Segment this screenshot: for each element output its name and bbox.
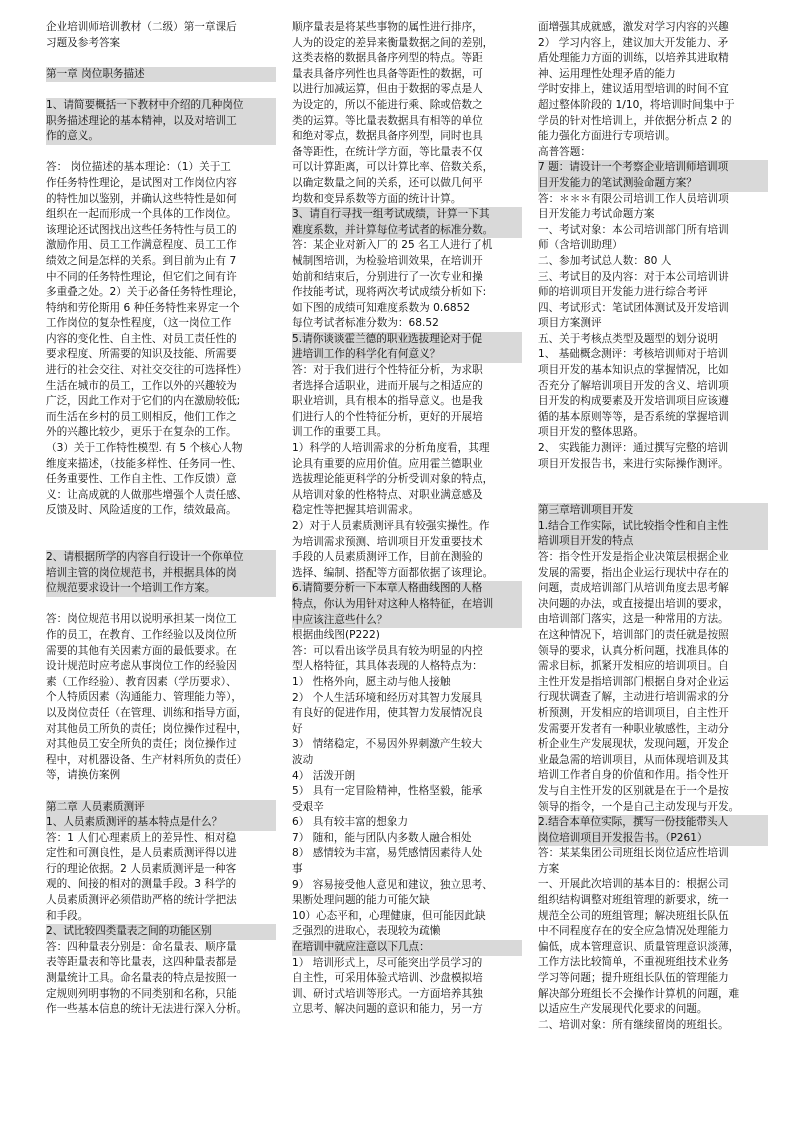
answer-paragraph: 企业培训师培训教材（二级）第一章课后 习题及参考答案 — [46, 21, 237, 49]
answer-paragraph: 答：对于我们进行个性特征分析，为求职 者选择合适职业，进而开展与之相适应的 职业培训，具有根本的指导意义。也是我 们进行人的个性特征分析，更好的开展培 训工作的重要工具。 1）科学的人培训需求的分析角度看，其理 论具有重要的应用价值。应用霍兰德职业 选拔理论能更科学的分析受训对象的特点， 从培训对象的性格特点、对职业满意感及 稳定性等把握其培训需求。 2）对于人员素质测评具有较强实操性。作 为培训需求预测、培训项目开发重要技术 手段的人员素质测评工作，目前在测验的 选择、编制、搭配等方面都依据了该理论。 — [292, 364, 494, 579]
question-heading: 3、请自行寻找一组考试成绩，计算一下其 难度系数，并计算每位考试者的标准分数。 — [292, 207, 522, 238]
answer-paragraph: 答：＊＊＊有限公司培训工作人员培训项 目开发能力考试命题方案 一、考试对象：本公司培训部门所有培训 师（含培训助理） 二、参加考试总人数：80 人 三、考试目的及内容：对于本公司培训讲 师的培训项目开发能力进行综合考评 四、考试形式：笔试团体测试及开发培训 项目方案测评 五、关于考核点类型及题型的划分说明 1、 基础概念测评：考核培训师对于培训 项目开发的基本知识点的掌握情况，比如 否充分了解培训项目开发的含义、培训项 目开发的构成要素及开发培训项目应该遵 循的基本原则等等，是否系统的掌握培训 项目开发的整体思路。 2、 实践能力测评：通过撰写完整的培训 项目开发报告书，来进行实际操作测评。 — [538, 192, 729, 470]
question-heading: 2、试比较四类量表之间的功能区别 — [46, 924, 276, 940]
question-heading: 第二章 人员素质测评 — [46, 800, 276, 816]
paragraph-spacer — [46, 82, 276, 98]
paragraph-spacer — [46, 145, 276, 161]
answer-paragraph: 根据曲线图(P222) 答：可以看出该学员具有较为明显的内控 型人格特征，其具体表现的人格特点为： 1） 性格外向，愿主动与他人接触 2） 个人生活环境和经历对其智力发展具 有良好的促进作用，使其智力发展情况良 好 3） 情绪稳定，不易因外界刺激产生较大 波动 4） 活泼开朗 5） 具有一定冒险精神，性格坚毅，能承 受艰辛 6） 具有较丰富的想象力 7） 随和，能与团队内多数人融合相处 8） 感情较为丰富，易凭感情因素待人处 事 9） 容易接受他人意见和建议，独立思考、 果断处理问题的能力可能欠缺 10）心态平和，心理健康，但可能因此缺 乏强烈的进取心，表现较为疏懒 — [292, 629, 493, 938]
answer-paragraph: 顺序量表是将某些事物的属性进行排序， 人为的设定的差异来衡量数据之间的差别， 这类表格的数据具备序列型的特点。等距 量表具备序列性也具备等距性的数据，可 以进行加减运算，但由于数据的零点是人 为设定的，所以不能进行乘、除或倍数之 类的运算。等比量表数据具有相等的单位 和绝对零点，数据具备序列型，同时也具 备等距性，在统计学方面，等比量表不仅 可以计算距离，可以计算比率、倍数关系， 以确定数量之间的关系，还可以做几何平 均数和变异系数等方面的统计计算。 — [292, 21, 494, 205]
column-left — [46, 20, 276, 1018]
answer-paragraph: 答：岗位规范书用以说明承担某一岗位工 作的员工，在教育、工作经验以及岗位所 需要的其他有关因素方面的最低要求。在 设计规范时应考虑从事岗位工作的经验因 素（工作经验）、教育因素（学历要求）、 个人特质因素（沟通能力、管理能力等）， 以及岗位责任（在管理、训练和指导方面， 对其他员工所负的责任；岗位操作过程中， 对其他员工安全所负的责任；岗位操作过 程中，对机器设备、生产材料所负的责任） 等，请换仿案例 — [46, 613, 248, 782]
answer-paragraph: 面增强其成就感，激发对学习内容的兴趣 2） 学习内容上，建议加大开发能力、矛 盾处理能力方面的训练，以培养其进取精 神、运用理性处理矛盾的能力 学时安排上，建议适用型培训的时间不宜 超过整体阶段的 1/10，将培训时间集中于 学员的针对性培训上，并依据分析点 2 的 能力强化方面进行专项培训。 高普答题： — [538, 21, 735, 158]
paragraph-spacer — [46, 51, 276, 67]
question-heading: 1、人员素质测评的基本特点是什么？ — [46, 815, 276, 831]
column-middle — [292, 20, 522, 1018]
paragraph-spacer — [46, 784, 276, 800]
paragraph-spacer — [46, 597, 276, 613]
answer-paragraph: 答：1 人们心理素质上的差异性、相对稳 定性和可测良性，是人员素质测评得以进 行的理论依据。2 人员素质测评是一种客 观的、间接的相对的测量手段。3 科学的 人员素质测评必须借助严格的统计学把法 和手段。 — [46, 831, 237, 922]
question-heading: 1.结合工作实际，试比较指令性和自主性 培训项目开发的特点 — [538, 519, 768, 550]
question-heading: 6.请简要分析一下本章人格曲线图的人格 特点，你认为用针对这种人格特征，在培训 中应该注意些什么？ — [292, 581, 522, 628]
question-heading: 在培训中就应注意以下几点： — [292, 940, 522, 956]
column-right — [538, 20, 768, 1033]
answer-paragraph: 答：指令性开发是指企业决策层根据企业 发展的需要，指出企业运行现状中存在的 问题，责成培训部门从培训角度去思考解 决问题的办法，或直接提出培训的要求， 由培训部门落实，这是一种常用的方法。 在这种情况下，培训部门的责任就是按照 领导的要求，认真分析问题，找准具体的 需求目标，抓紧开发相应的培训项目。自 主性开发是指培训部门根据自身对企业运 行现状调查了解，主动进行培训需求的分 析预测，开发相应的培训项目，自主性开 发需要开发者有一种职业敏感性，主动分 析企业生产发展现状，发现问题，开发企 业最急需的培训项目，从而体现培训及其 培训工作者自身的价值和作用。指令性开 发与自主性开发的区别就是在于一个是按 领导的指令，一个是自己主动发现与开发。 — [538, 551, 740, 813]
paragraph-spacer — [538, 472, 768, 503]
question-heading: 1、请简要概括一下教材中介绍的几种岗位 职务描述理论的基本精神，以及对培训工 作的意义。 — [46, 98, 276, 145]
answer-paragraph: 答： 岗位描述的基本理论：（1）关于工 作任务特性理论，是试图对工作岗位内容 的特性加以鉴别，并确认这些特性是如何 组织在一起而形成一个具体的工作岗位。 该理论还试图找出这些任务特性与员工的 激励作用、员工工作满意程度、员工工作 绩效之间是怎样的关系。到目前为止有 7 中不同的任务特性理论，但它们之间有许 多重叠之处。2）关于必备任务特性理论， 特纳和劳伦斯用 6 种任务特性来界定一个 工作岗位的复杂性程度，（这一岗位工作 内容的变化性、自主性、对员工责任性的 要求程度、所需要的知识及技能、所需要 进行的社会交往、对社交交往的可选择性） 生活在城市的员工，工作以外的兴趣较为 广泛，因此工作对于它们的内在激励较低; 而生活在乡村的员工则相反，他们工作之 外的兴趣比较少，更乐于在复杂的工作。 （3）关于工作特性模型. 有 5 个核心人物 维度来描述，（技能多样性、任务同一性、 任务重要性、工作自主性、工作反馈）意 义：让高成就的人做那些增强个人责任感、 反馈及时、风险适度的工作，绩效最高。 — [46, 161, 248, 517]
question-heading: 第一章 岗位职务描述 — [46, 67, 276, 83]
answer-paragraph: 答：某某集团公司班组长岗位适应性培训 方案 一、开展此次培训的基本目的：根据公司 组织结构调整对班组管理的新要求，统一 规范全公司的班组管理；解决班组长队伍 中不同程度存在的安全应急情况处理能力 偏低，成本管理意识、质量管理意识淡薄， 工作方法比较简单，不重视班组技术业务 学习等问题；提升班组长队伍的管理能力 解决部分班组长不会操作计算机的问题，难 以适应生产发展现代化要求的问题。 二、培训对象：所有继续留岗的班组长。 — [538, 847, 740, 1031]
question-heading: 2.结合本单位实际，撰写一份技能带头人 岗位培训项目开发报告书。（P261） — [538, 815, 768, 846]
answer-paragraph: 答：某企业对新入厂的 25 名工人进行了机 械制图培训，为检验培训效果，在培训开 始前和结束后，分别进行了一次专业和操 作技能考试，现将两次考试成绩分析如下: 如下图的成绩可知难度系数为 0.6852 每位考试者标准分数为：68.52 — [292, 239, 493, 330]
question-heading: 5.请你谈谈霍兰德的职业选拔理论对于促 进培训工作的科学化有何意义？ — [292, 332, 522, 363]
answer-paragraph: 答：四种量表分别是：命名量表、顺序量 表等距量表和等比量表，这四种量表都是 测量统计工具。命名量表的特点是按照一 定规则列明事物的不同类别和名称，只能 作一些基本信息的统计无法进行深入分析。 — [46, 940, 248, 1016]
question-heading: 第三章培训项目开发 — [538, 503, 768, 519]
question-heading: 7 题：请设计一个考察企业培训师培训项 目开发能力的笔试测验命题方案？ — [538, 160, 768, 191]
paragraph-spacer — [46, 519, 276, 550]
question-heading: 2、请根据所学的内容自行设计一个你单位 培训主管的岗位规范书，并根据具体的岗 位规范要求设计一个培训工作方案。 — [46, 550, 276, 597]
answer-paragraph: 1） 培训形式上，尽可能突出学员学习的 自主性，可采用体验式培训、沙盘模拟培 训、研讨式培训等形式。一方面培养其独 立思考、解决问题的意识和能力，另一方 — [292, 956, 483, 1016]
